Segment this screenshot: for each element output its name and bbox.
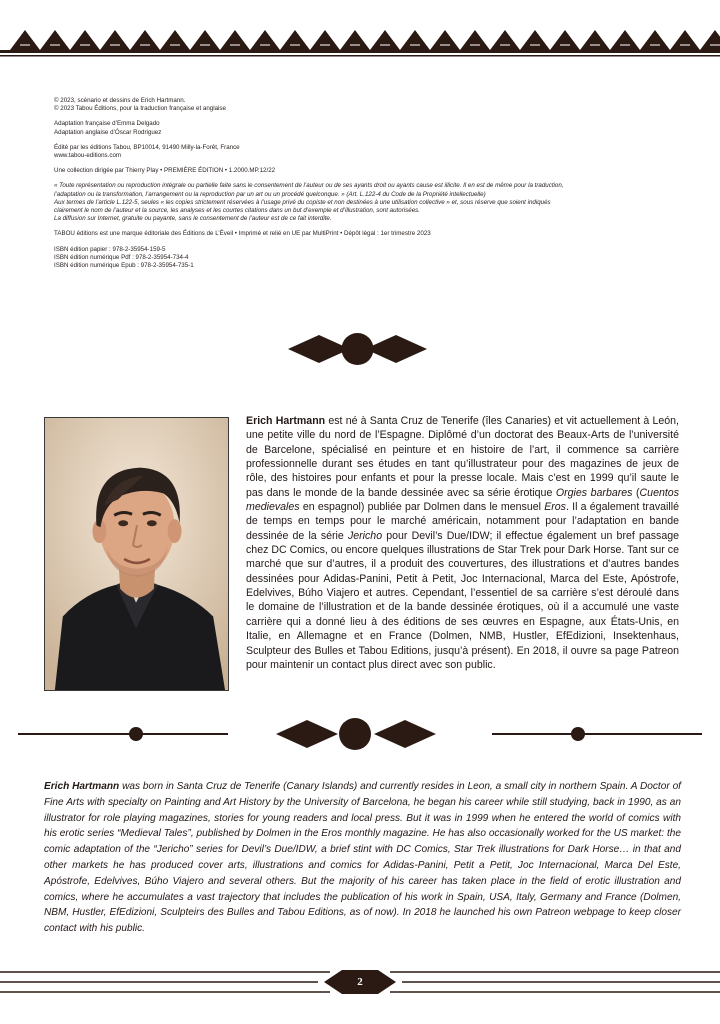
- isbn-pdf: ISBN édition numérique Pdf : 978-2-35954-734-4: [54, 253, 189, 261]
- diamond-ornament: [276, 720, 338, 748]
- triangle-ornament: [220, 30, 250, 50]
- diamond-ornament: [374, 720, 436, 748]
- triangle-ornament: [160, 30, 190, 50]
- top-ornament-border: [0, 28, 720, 58]
- legal-notice: La diffusion sur Internet, gratuite ou payante, sans le consentement de l’auteur est de ce fait interdite.: [54, 215, 332, 223]
- bio-text: est né à Santa Cruz de Tenerife (îles Canaries) et vit actuellement à León, une petite ville du nord de l’Espagne. Diplômé d’un doctorat des Beaux-Arts de l’université de Barcelone, spécialisé en peinture et en histoire de l’art, il commence sa carrière professionnelle durant ses études en tant qu’illustrateur pour des magazines de jeux de rôle, des histoires pour enfants et pour la presse locale. Mais c’est en 1999 qu’il saute le pas dans le monde de la bande dessinée avec sa série érotique: [246, 415, 679, 499]
- triangle-ornament: [250, 30, 280, 50]
- legal-notice: « Toute représentation ou reproduction intégrale ou partielle faite sans le consentement de l’auteur ou de ses ayants droit ou ayants cause est illicite. Il en est de même pour la traduction, l’adaptation ou la transformation, l’arrangement ou la reproduction par un art ou un procédé quelconque. » (Art. L.122-4 du Code de la Propriété intellectuelle): [54, 182, 564, 198]
- series-title: Jericho: [347, 529, 383, 542]
- biography-english: [44, 779, 681, 937]
- circle-ornament: [339, 718, 371, 750]
- triangle-ornament: [670, 30, 700, 50]
- author-name: Erich Hartmann: [246, 415, 326, 427]
- triangle-ornament: [40, 30, 70, 50]
- page-number: 2: [357, 976, 363, 988]
- triangle-ornament: [640, 30, 670, 50]
- triangle-ornament: [310, 30, 340, 50]
- triangle-ornament: [370, 30, 400, 50]
- legal-notice: Aux termes de l’article L.122-5, seules « les copies strictement réservées à l’usage privé du copiste et non destinées à une utilisation collective » et, sous réserve que soient indiqués clairement le nom de l’auteur et la source, les analyses et les courtes citations dans un but d’exemple et d’illustration, sont autorisées.: [54, 198, 551, 215]
- isbn-paper: ISBN édition papier : 978-2-35954-159-5: [54, 245, 166, 253]
- triangle-ornament: [490, 30, 520, 50]
- triangle-ornament: [400, 30, 430, 50]
- author-photo: [44, 417, 229, 691]
- translator-line: Adaptation anglaise d’Óscar Rodriguez: [54, 128, 162, 136]
- triangle-ornament: [280, 30, 310, 50]
- triangle-ornament: [430, 30, 460, 50]
- triangle-ornament: [700, 30, 720, 50]
- triangle-ornament: [190, 30, 220, 50]
- biography-french: [246, 414, 679, 672]
- triangle-ornament: [550, 30, 580, 50]
- collection-line: Une collection dirigée par Thierry Play • PREMIÈRE ÉDITION • 1.2000.MP.12/22: [54, 167, 276, 175]
- diamond-ornament: [288, 335, 350, 363]
- series-title: Orgies barbares: [555, 486, 633, 499]
- diamond-ornament: [365, 335, 427, 363]
- triangle-ornament: [520, 30, 550, 50]
- triangle-ornament: [340, 30, 370, 50]
- colophon: [54, 97, 574, 270]
- imprint-line: TABOU éditions est une marque éditoriale des Éditions de L’Éveil • Imprimé et relié en UE par MultiPrint • Dépôt légal : 1er trimestre 2023: [54, 230, 431, 238]
- bio-text: . Il a également travaillé de temps en temps pour le marché américain, notamment pour l’adaptation en bande dessinée de la série: [246, 501, 679, 542]
- author-name: Erich Hartmann: [44, 781, 120, 792]
- section-divider: [285, 327, 430, 371]
- triangle-ornament: [460, 30, 490, 50]
- isbn-epub: ISBN édition numérique Epub : 978-2-35954-735-1: [54, 262, 194, 270]
- translator-line: Adaptation française d’Emma Delgado: [54, 120, 160, 128]
- publisher-website: www.tabou-editions.com: [54, 152, 122, 160]
- triangle-ornament: [130, 30, 160, 50]
- triangle-ornament: [10, 30, 40, 50]
- magazine-title: Eros: [544, 501, 566, 514]
- bio-text: en espagnol) publiée par Dolmen dans le mensuel: [299, 501, 545, 514]
- triangle-ornament: [580, 30, 610, 50]
- copyright-line: © 2023, scénario et dessins de Erich Hartmann.: [54, 97, 186, 104]
- bio-text: pour Devil’s Due/IDW; il effectue également un bref passage chez DC Comics, ou encore quelques illustrations de Star Trek pour Dark Horse. Tant sur ce marché que sur d’autres, il a produit des couvertures, des illustrations et d’autres bandes dessinées pour Adidas-Panini, Petit à Petit, Joc Internacional, Marca del Este, Apóstrofe, Edelvives, Búho Viajero et autres. Cependant, l’essentiel de sa carrière s’est déroulé dans le domaine de l’illustration et de la bande dessinée érotiques, où il a accumulé une vaste carrière qui a donné lieu à des éditions de ses œuvres en Espagne, aux États-Unis, en Italie, en Allemagne et en France (Dolmen, NMB, Hustler, EfEdizioni, Insektenhaus, Sculpteur des Bulles et Tabou Editions, jusqu’à présent). En 2018, il ouvre sa page Patreon pour maintenir un contact plus direct avec son public.: [246, 529, 679, 671]
- section-divider-wide: [18, 712, 702, 756]
- triangle-ornament: [100, 30, 130, 50]
- copyright-line: © 2023 Tabou Éditions, pour la traduction française et anglaise: [54, 105, 226, 113]
- series-title: Cuentos medievales: [246, 486, 679, 514]
- bio-text: (: [632, 486, 640, 499]
- bio-text: was born in Santa Cruz de Tenerife (Canary Islands) and currently resides in Leon, a small city in northern Spain. A Doctor of Fine Arts with specialty on Painting and Art History by the University of Barcelona, he began his career while still studying, back in 1990, as an illustrator for role playing magazines, stories for young readers and local press. But it was in 1999 when he entered the world of comics with his erotic series “Medieval Tales”, published by Dolmen in the Eros monthly magazine. He has also occasionally worked for the US market: the comic adaptation of the “Jericho” series for Devil’s Due/IDW, a brief stint with DC Comics, Star Trek illustrations for Dark Horse… in that and other markets he has produced cover arts, illustrations and comics for Adidas-Panini, Petit a Petit, Joc Internacional, Marca Del Este, Apóstrofe, Edelvives, Búho Viajero and several others. But the majority of his career has taken place in the field of erotic illustration and comics, where he accumulates a vast trajectory that includes the publication of his work in Spain, USA, Italy, Germany and France (Dolmen, NBM, Hustler, EfEdizioni, Sculpteirs des Bulles and Tabou Editions, as of now). In 2018 he launched his own Patreon webpage to keep closer contact with his public.: [44, 781, 681, 935]
- triangle-ornament: [610, 30, 640, 50]
- triangle-ornament: [70, 30, 100, 50]
- publisher-address: Édité par les éditions Tabou, BP10014, 91490 Milly-la-Forêt, France: [54, 143, 240, 151]
